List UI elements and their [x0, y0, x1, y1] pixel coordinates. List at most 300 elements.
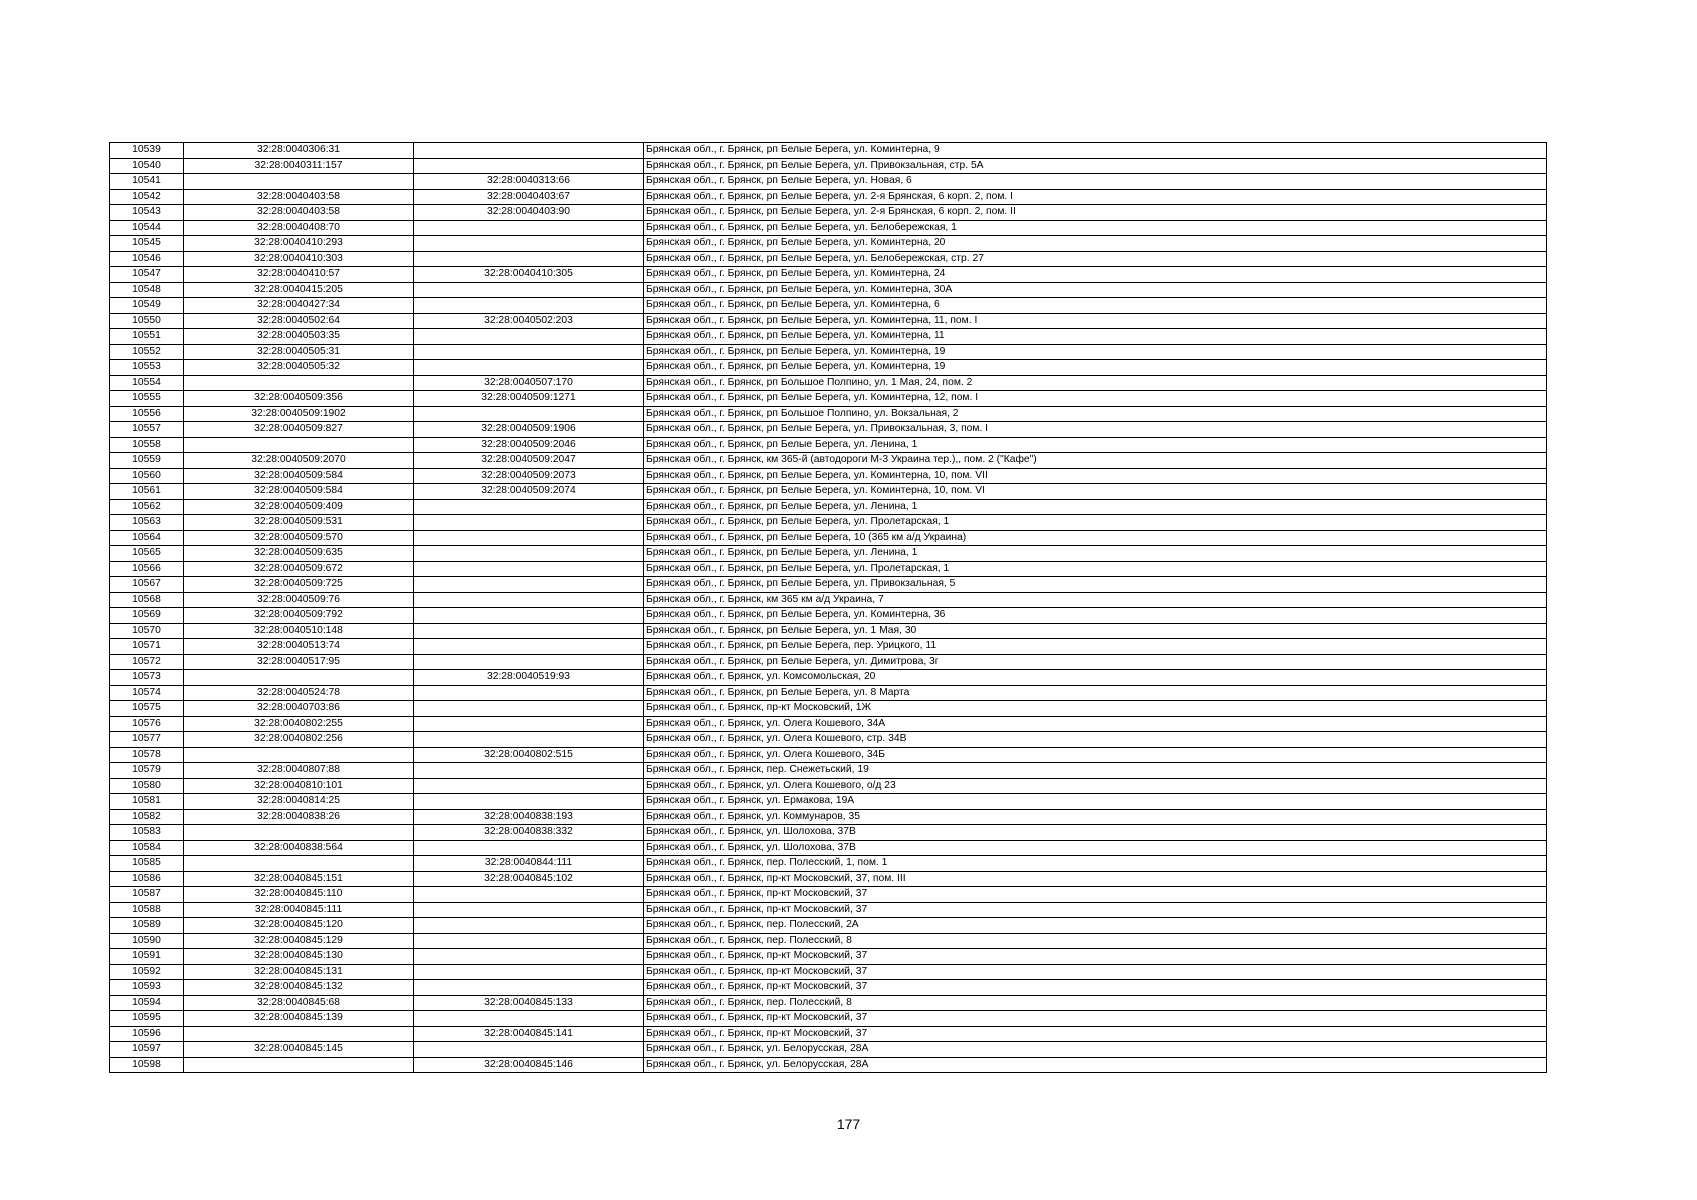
row-number-cell: 10552: [110, 344, 184, 360]
row-number-cell: 10563: [110, 515, 184, 531]
address-cell: Брянская обл., г. Брянск, ул. Белорусская, 28А: [644, 1042, 1547, 1058]
row-number-cell: 10592: [110, 964, 184, 980]
cadastral-number-cell: 32:28:0040810:101: [184, 778, 414, 794]
address-cell: Брянская обл., г. Брянск, пр-кт Московский, 37: [644, 1011, 1547, 1027]
table-row: [110, 933, 1547, 949]
row-number-cell: 10564: [110, 530, 184, 546]
related-cadastral-number-cell: [414, 158, 644, 174]
cadastral-number-cell: 32:28:0040509:672: [184, 561, 414, 577]
address-cell: Брянская обл., г. Брянск, рп Белые Берега, ул. Коминтерна, 24: [644, 267, 1547, 283]
address-cell: Брянская обл., г. Брянск, ул. Олега Кошевого, стр. 34В: [644, 732, 1547, 748]
row-number-cell: 10590: [110, 933, 184, 949]
cadastral-number-cell: 32:28:0040427:34: [184, 298, 414, 314]
row-number-cell: 10546: [110, 251, 184, 267]
row-number-cell: 10561: [110, 484, 184, 500]
related-cadastral-number-cell: [414, 329, 644, 345]
table-row: [110, 670, 1547, 686]
related-cadastral-number-cell: [414, 933, 644, 949]
cadastral-number-cell: 32:28:0040509:635: [184, 546, 414, 562]
table-row: [110, 1011, 1547, 1027]
related-cadastral-number-cell: [414, 887, 644, 903]
row-number-cell: 10557: [110, 422, 184, 438]
related-cadastral-number-cell: 32:28:0040509:2047: [414, 453, 644, 469]
table-row: [110, 220, 1547, 236]
cadastral-number-cell: 32:28:0040505:31: [184, 344, 414, 360]
row-number-cell: 10567: [110, 577, 184, 593]
address-cell: Брянская обл., г. Брянск, рп Белые Берега, пер. Урицкого, 11: [644, 639, 1547, 655]
row-number-cell: 10573: [110, 670, 184, 686]
address-cell: Брянская обл., г. Брянск, рп Большое Полпино, ул. 1 Мая, 24, пом. 2: [644, 375, 1547, 391]
table-row: [110, 174, 1547, 190]
cadastral-number-cell: 32:28:0040845:131: [184, 964, 414, 980]
table-row: [110, 422, 1547, 438]
related-cadastral-number-cell: [414, 980, 644, 996]
address-cell: Брянская обл., г. Брянск, рп Белые Берега, ул. 1 Мая, 30: [644, 623, 1547, 639]
table-row: [110, 205, 1547, 221]
row-number-cell: 10550: [110, 313, 184, 329]
related-cadastral-number-cell: [414, 577, 644, 593]
cadastral-number-cell: [184, 375, 414, 391]
related-cadastral-number-cell: 32:28:0040509:1271: [414, 391, 644, 407]
cadastral-number-cell: 32:28:0040509:584: [184, 484, 414, 500]
table-row: [110, 406, 1547, 422]
table-row: [110, 809, 1547, 825]
related-cadastral-number-cell: [414, 360, 644, 376]
related-cadastral-number-cell: 32:28:0040802:515: [414, 747, 644, 763]
cadastral-number-cell: 32:28:0040410:57: [184, 267, 414, 283]
table-row: [110, 856, 1547, 872]
table-row: [110, 158, 1547, 174]
cadastral-number-cell: 32:28:0040814:25: [184, 794, 414, 810]
row-number-cell: 10566: [110, 561, 184, 577]
cadastral-number-cell: 32:28:0040509:531: [184, 515, 414, 531]
table-row: [110, 995, 1547, 1011]
table-row: [110, 623, 1547, 639]
table-row: [110, 236, 1547, 252]
row-number-cell: 10539: [110, 143, 184, 159]
table-row: [110, 701, 1547, 717]
row-number-cell: 10559: [110, 453, 184, 469]
row-number-cell: 10572: [110, 654, 184, 670]
address-cell: Брянская обл., г. Брянск, км 365-й (автодороги М-3 Украина тер.),, пом. 2 ("Кафе"): [644, 453, 1547, 469]
row-number-cell: 10577: [110, 732, 184, 748]
address-cell: Брянская обл., г. Брянск, рп Белые Берега, ул. Коминтерна, 30А: [644, 282, 1547, 298]
address-cell: Брянская обл., г. Брянск, ул. Ермакова, 19А: [644, 794, 1547, 810]
cadastral-number-cell: 32:28:0040807:88: [184, 763, 414, 779]
table-row: [110, 499, 1547, 515]
property-register-table: [109, 142, 1547, 1073]
address-cell: Брянская обл., г. Брянск, пр-кт Московский, 37: [644, 980, 1547, 996]
table-row: [110, 468, 1547, 484]
cadastral-number-cell: 32:28:0040509:2070: [184, 453, 414, 469]
row-number-cell: 10570: [110, 623, 184, 639]
cadastral-number-cell: [184, 670, 414, 686]
cadastral-number-cell: 32:28:0040510:148: [184, 623, 414, 639]
row-number-cell: 10543: [110, 205, 184, 221]
related-cadastral-number-cell: [414, 763, 644, 779]
table-row: [110, 530, 1547, 546]
related-cadastral-number-cell: 32:28:0040509:2046: [414, 437, 644, 453]
cadastral-number-cell: [184, 856, 414, 872]
related-cadastral-number-cell: [414, 639, 644, 655]
address-cell: Брянская обл., г. Брянск, пер. Полесский, 8: [644, 933, 1547, 949]
cadastral-number-cell: 32:28:0040845:151: [184, 871, 414, 887]
cadastral-number-cell: 32:28:0040509:584: [184, 468, 414, 484]
cadastral-number-cell: 32:28:0040509:1902: [184, 406, 414, 422]
address-cell: Брянская обл., г. Брянск, пер. Полесский, 2А: [644, 918, 1547, 934]
cadastral-number-cell: 32:28:0040415:205: [184, 282, 414, 298]
cadastral-number-cell: 32:28:0040845:139: [184, 1011, 414, 1027]
address-cell: Брянская обл., г. Брянск, пр-кт Московский, 37: [644, 964, 1547, 980]
related-cadastral-number-cell: [414, 1011, 644, 1027]
cadastral-number-cell: 32:28:0040513:74: [184, 639, 414, 655]
related-cadastral-number-cell: 32:28:0040845:146: [414, 1057, 644, 1073]
address-cell: Брянская обл., г. Брянск, пер. Полесский, 8: [644, 995, 1547, 1011]
row-number-cell: 10553: [110, 360, 184, 376]
table-row: [110, 344, 1547, 360]
row-number-cell: 10595: [110, 1011, 184, 1027]
related-cadastral-number-cell: 32:28:0040509:2074: [414, 484, 644, 500]
row-number-cell: 10594: [110, 995, 184, 1011]
related-cadastral-number-cell: 32:28:0040502:203: [414, 313, 644, 329]
row-number-cell: 10582: [110, 809, 184, 825]
related-cadastral-number-cell: 32:28:0040410:305: [414, 267, 644, 283]
row-number-cell: 10549: [110, 298, 184, 314]
cadastral-number-cell: 32:28:0040802:255: [184, 716, 414, 732]
address-cell: Брянская обл., г. Брянск, пр-кт Московский, 37: [644, 887, 1547, 903]
table-row: [110, 453, 1547, 469]
table-row: [110, 360, 1547, 376]
related-cadastral-number-cell: [414, 546, 644, 562]
table-row: [110, 654, 1547, 670]
row-number-cell: 10562: [110, 499, 184, 515]
cadastral-number-cell: 32:28:0040845:110: [184, 887, 414, 903]
table-row: [110, 329, 1547, 345]
row-number-cell: 10540: [110, 158, 184, 174]
cadastral-number-cell: 32:28:0040403:58: [184, 205, 414, 221]
related-cadastral-number-cell: [414, 561, 644, 577]
related-cadastral-number-cell: [414, 220, 644, 236]
row-number-cell: 10544: [110, 220, 184, 236]
cadastral-number-cell: 32:28:0040509:409: [184, 499, 414, 515]
related-cadastral-number-cell: [414, 515, 644, 531]
row-number-cell: 10586: [110, 871, 184, 887]
cadastral-number-cell: 32:28:0040845:111: [184, 902, 414, 918]
address-cell: Брянская обл., г. Брянск, пр-кт Московский, 37, пом. III: [644, 871, 1547, 887]
table-row: [110, 484, 1547, 500]
related-cadastral-number-cell: 32:28:0040403:90: [414, 205, 644, 221]
address-cell: Брянская обл., г. Брянск, рп Белые Берега, ул. 8 Марта: [644, 685, 1547, 701]
table-row: [110, 298, 1547, 314]
related-cadastral-number-cell: [414, 964, 644, 980]
related-cadastral-number-cell: [414, 530, 644, 546]
table-row: [110, 592, 1547, 608]
table-row: [110, 964, 1547, 980]
address-cell: Брянская обл., г. Брянск, пр-кт Московский, 37: [644, 902, 1547, 918]
table-row: [110, 1057, 1547, 1073]
cadastral-number-cell: 32:28:0040306:31: [184, 143, 414, 159]
cadastral-number-cell: 32:28:0040845:145: [184, 1042, 414, 1058]
related-cadastral-number-cell: 32:28:0040845:102: [414, 871, 644, 887]
related-cadastral-number-cell: [414, 406, 644, 422]
cadastral-number-cell: 32:28:0040845:68: [184, 995, 414, 1011]
cadastral-number-cell: 32:28:0040802:256: [184, 732, 414, 748]
address-cell: Брянская обл., г. Брянск, рп Белые Берега, ул. Коминтерна, 10, пом. VII: [644, 468, 1547, 484]
table-row: [110, 608, 1547, 624]
table-row: [110, 561, 1547, 577]
table-row: [110, 282, 1547, 298]
row-number-cell: 10565: [110, 546, 184, 562]
cadastral-number-cell: 32:28:0040410:293: [184, 236, 414, 252]
address-cell: Брянская обл., г. Брянск, ул. Шолохова, 37В: [644, 825, 1547, 841]
row-number-cell: 10569: [110, 608, 184, 624]
related-cadastral-number-cell: 32:28:0040509:2073: [414, 468, 644, 484]
address-cell: Брянская обл., г. Брянск, пер. Снежетьский, 19: [644, 763, 1547, 779]
table-row: [110, 375, 1547, 391]
table-row: [110, 980, 1547, 996]
cadastral-number-cell: [184, 1057, 414, 1073]
table-row: [110, 267, 1547, 283]
address-cell: Брянская обл., г. Брянск, рп Белые Берега, ул. Привокзальная, 5: [644, 577, 1547, 593]
address-cell: Брянская обл., г. Брянск, рп Белые Берега, ул. 2-я Брянская, 6 корп. 2, пом. I: [644, 189, 1547, 205]
row-number-cell: 10576: [110, 716, 184, 732]
address-cell: Брянская обл., г. Брянск, рп Белые Берега, ул. Привокзальная, 3, пом. I: [644, 422, 1547, 438]
table-row: [110, 685, 1547, 701]
table-row: [110, 825, 1547, 841]
address-cell: Брянская обл., г. Брянск, рп Белые Берега, ул. Пролетарская, 1: [644, 561, 1547, 577]
table-row: [110, 313, 1547, 329]
address-cell: Брянская обл., г. Брянск, рп Белые Берега, ул. Коминтерна, 6: [644, 298, 1547, 314]
page-number: 177: [836, 1116, 861, 1132]
table-row: [110, 778, 1547, 794]
address-cell: Брянская обл., г. Брянск, ул. Олега Кошевого, о/д 23: [644, 778, 1547, 794]
address-cell: Брянская обл., г. Брянск, рп Белые Берега, ул. Коминтерна, 19: [644, 344, 1547, 360]
row-number-cell: 10548: [110, 282, 184, 298]
address-cell: Брянская обл., г. Брянск, рп Белые Берега, ул. Коминтерна, 11: [644, 329, 1547, 345]
address-cell: Брянская обл., г. Брянск, рп Белые Берега, ул. Коминтерна, 10, пом. VI: [644, 484, 1547, 500]
cadastral-number-cell: 32:28:0040509:725: [184, 577, 414, 593]
row-number-cell: 10575: [110, 701, 184, 717]
address-cell: Брянская обл., г. Брянск, рп Белые Берега, ул. Новая, 6: [644, 174, 1547, 190]
row-number-cell: 10584: [110, 840, 184, 856]
related-cadastral-number-cell: [414, 732, 644, 748]
table-row: [110, 747, 1547, 763]
cadastral-number-cell: 32:28:0040505:32: [184, 360, 414, 376]
cadastral-number-cell: 32:28:0040838:26: [184, 809, 414, 825]
address-cell: Брянская обл., г. Брянск, ул. Олега Кошевого, 34Б: [644, 747, 1547, 763]
address-cell: Брянская обл., г. Брянск, рп Белые Берега, ул. Коминтерна, 19: [644, 360, 1547, 376]
row-number-cell: 10551: [110, 329, 184, 345]
related-cadastral-number-cell: [414, 298, 644, 314]
address-cell: Брянская обл., г. Брянск, рп Белые Берега, ул. Ленина, 1: [644, 499, 1547, 515]
address-cell: Брянская обл., г. Брянск, пр-кт Московский, 37: [644, 949, 1547, 965]
address-cell: Брянская обл., г. Брянск, ул. Комсомольская, 20: [644, 670, 1547, 686]
cadastral-number-cell: [184, 1026, 414, 1042]
table-row: [110, 902, 1547, 918]
row-number-cell: 10587: [110, 887, 184, 903]
related-cadastral-number-cell: [414, 902, 644, 918]
cadastral-number-cell: 32:28:0040502:64: [184, 313, 414, 329]
row-number-cell: 10579: [110, 763, 184, 779]
table-row: [110, 871, 1547, 887]
row-number-cell: 10545: [110, 236, 184, 252]
row-number-cell: 10574: [110, 685, 184, 701]
related-cadastral-number-cell: [414, 143, 644, 159]
row-number-cell: 10585: [110, 856, 184, 872]
related-cadastral-number-cell: [414, 949, 644, 965]
cadastral-number-cell: 32:28:0040517:95: [184, 654, 414, 670]
related-cadastral-number-cell: [414, 592, 644, 608]
row-number-cell: 10568: [110, 592, 184, 608]
row-number-cell: 10558: [110, 437, 184, 453]
table-row: [110, 437, 1547, 453]
table-row: [110, 143, 1547, 159]
related-cadastral-number-cell: 32:28:0040838:193: [414, 809, 644, 825]
cadastral-number-cell: 32:28:0040509:570: [184, 530, 414, 546]
cadastral-number-cell: [184, 747, 414, 763]
cadastral-number-cell: 32:28:0040509:827: [184, 422, 414, 438]
row-number-cell: 10541: [110, 174, 184, 190]
address-cell: Брянская обл., г. Брянск, рп Белые Берега, ул. 2-я Брянская, 6 корп. 2, пом. II: [644, 205, 1547, 221]
table-row: [110, 716, 1547, 732]
related-cadastral-number-cell: [414, 608, 644, 624]
cadastral-number-cell: 32:28:0040311:157: [184, 158, 414, 174]
related-cadastral-number-cell: [414, 794, 644, 810]
row-number-cell: 10571: [110, 639, 184, 655]
cadastral-number-cell: 32:28:0040509:356: [184, 391, 414, 407]
related-cadastral-number-cell: 32:28:0040838:332: [414, 825, 644, 841]
table-row: [110, 887, 1547, 903]
related-cadastral-number-cell: 32:28:0040845:141: [414, 1026, 644, 1042]
table-row: [110, 840, 1547, 856]
address-cell: Брянская обл., г. Брянск, рп Белые Берега, ул. Привокзальная, стр. 5А: [644, 158, 1547, 174]
related-cadastral-number-cell: 32:28:0040845:133: [414, 995, 644, 1011]
related-cadastral-number-cell: 32:28:0040313:66: [414, 174, 644, 190]
address-cell: Брянская обл., г. Брянск, рп Белые Берега, ул. Белобережская, 1: [644, 220, 1547, 236]
related-cadastral-number-cell: [414, 251, 644, 267]
cadastral-number-cell: [184, 437, 414, 453]
cadastral-number-cell: [184, 174, 414, 190]
cadastral-number-cell: 32:28:0040503:35: [184, 329, 414, 345]
table-body: [110, 143, 1547, 1073]
row-number-cell: 10556: [110, 406, 184, 422]
address-cell: Брянская обл., г. Брянск, ул. Шолохова, 37В: [644, 840, 1547, 856]
table-row: [110, 1042, 1547, 1058]
row-number-cell: 10581: [110, 794, 184, 810]
address-cell: Брянская обл., г. Брянск, рп Белые Берега, 10 (365 км а/д Украина): [644, 530, 1547, 546]
related-cadastral-number-cell: [414, 623, 644, 639]
row-number-cell: 10596: [110, 1026, 184, 1042]
cadastral-number-cell: 32:28:0040410:303: [184, 251, 414, 267]
related-cadastral-number-cell: [414, 236, 644, 252]
table-row: [110, 639, 1547, 655]
address-cell: Брянская обл., г. Брянск, рп Белые Берега, ул. Коминтерна, 20: [644, 236, 1547, 252]
row-number-cell: 10588: [110, 902, 184, 918]
related-cadastral-number-cell: [414, 1042, 644, 1058]
row-number-cell: 10554: [110, 375, 184, 391]
related-cadastral-number-cell: 32:28:0040403:67: [414, 189, 644, 205]
related-cadastral-number-cell: [414, 499, 644, 515]
related-cadastral-number-cell: [414, 701, 644, 717]
row-number-cell: 10580: [110, 778, 184, 794]
address-cell: Брянская обл., г. Брянск, ул. Коммунаров, 35: [644, 809, 1547, 825]
cadastral-number-cell: 32:28:0040845:129: [184, 933, 414, 949]
address-cell: Брянская обл., г. Брянск, рп Белые Берега, ул. Коминтерна, 9: [644, 143, 1547, 159]
related-cadastral-number-cell: [414, 685, 644, 701]
related-cadastral-number-cell: [414, 778, 644, 794]
address-cell: Брянская обл., г. Брянск, км 365 км а/д Украина, 7: [644, 592, 1547, 608]
cadastral-number-cell: 32:28:0040509:792: [184, 608, 414, 624]
cadastral-number-cell: 32:28:0040845:132: [184, 980, 414, 996]
table-row: [110, 189, 1547, 205]
table-row: [110, 1026, 1547, 1042]
address-cell: Брянская обл., г. Брянск, рп Большое Полпино, ул. Вокзальная, 2: [644, 406, 1547, 422]
related-cadastral-number-cell: 32:28:0040519:93: [414, 670, 644, 686]
table-row: [110, 918, 1547, 934]
related-cadastral-number-cell: [414, 840, 644, 856]
table-row: [110, 949, 1547, 965]
related-cadastral-number-cell: [414, 282, 644, 298]
address-cell: Брянская обл., г. Брянск, пр-кт Московский, 37: [644, 1026, 1547, 1042]
row-number-cell: 10542: [110, 189, 184, 205]
row-number-cell: 10578: [110, 747, 184, 763]
table-row: [110, 763, 1547, 779]
address-cell: Брянская обл., г. Брянск, рп Белые Берега, ул. Ленина, 1: [644, 546, 1547, 562]
table-row: [110, 577, 1547, 593]
cadastral-number-cell: [184, 825, 414, 841]
cadastral-number-cell: 32:28:0040845:120: [184, 918, 414, 934]
address-cell: Брянская обл., г. Брянск, рп Белые Берега, ул. Коминтерна, 11, пом. I: [644, 313, 1547, 329]
related-cadastral-number-cell: [414, 344, 644, 360]
address-cell: Брянская обл., г. Брянск, ул. Олега Кошевого, 34А: [644, 716, 1547, 732]
address-cell: Брянская обл., г. Брянск, пер. Полесский, 1, пом. 1: [644, 856, 1547, 872]
table-row: [110, 391, 1547, 407]
related-cadastral-number-cell: 32:28:0040844:111: [414, 856, 644, 872]
row-number-cell: 10589: [110, 918, 184, 934]
table-row: [110, 251, 1547, 267]
cadastral-number-cell: 32:28:0040845:130: [184, 949, 414, 965]
row-number-cell: 10597: [110, 1042, 184, 1058]
cadastral-number-cell: 32:28:0040403:58: [184, 189, 414, 205]
related-cadastral-number-cell: 32:28:0040507:170: [414, 375, 644, 391]
row-number-cell: 10547: [110, 267, 184, 283]
address-cell: Брянская обл., г. Брянск, рп Белые Берега, ул. Димитрова, 3г: [644, 654, 1547, 670]
address-cell: Брянская обл., г. Брянск, рп Белые Берега, ул. Ленина, 1: [644, 437, 1547, 453]
cadastral-number-cell: 32:28:0040703:86: [184, 701, 414, 717]
cadastral-number-cell: 32:28:0040838:564: [184, 840, 414, 856]
row-number-cell: 10593: [110, 980, 184, 996]
cadastral-number-cell: 32:28:0040524:78: [184, 685, 414, 701]
table-row: [110, 732, 1547, 748]
cadastral-number-cell: 32:28:0040509:76: [184, 592, 414, 608]
address-cell: Брянская обл., г. Брянск, рп Белые Берега, ул. Коминтерна, 36: [644, 608, 1547, 624]
address-cell: Брянская обл., г. Брянск, рп Белые Берега, ул. Пролетарская, 1: [644, 515, 1547, 531]
row-number-cell: 10591: [110, 949, 184, 965]
row-number-cell: 10555: [110, 391, 184, 407]
row-number-cell: 10598: [110, 1057, 184, 1073]
related-cadastral-number-cell: [414, 654, 644, 670]
cadastral-number-cell: 32:28:0040408:70: [184, 220, 414, 236]
address-cell: Брянская обл., г. Брянск, ул. Белорусская, 28А: [644, 1057, 1547, 1073]
table-row: [110, 515, 1547, 531]
related-cadastral-number-cell: [414, 716, 644, 732]
table-row: [110, 546, 1547, 562]
row-number-cell: 10583: [110, 825, 184, 841]
address-cell: Брянская обл., г. Брянск, рп Белые Берега, ул. Белобережская, стр. 27: [644, 251, 1547, 267]
related-cadastral-number-cell: [414, 918, 644, 934]
related-cadastral-number-cell: 32:28:0040509:1906: [414, 422, 644, 438]
table-row: [110, 794, 1547, 810]
